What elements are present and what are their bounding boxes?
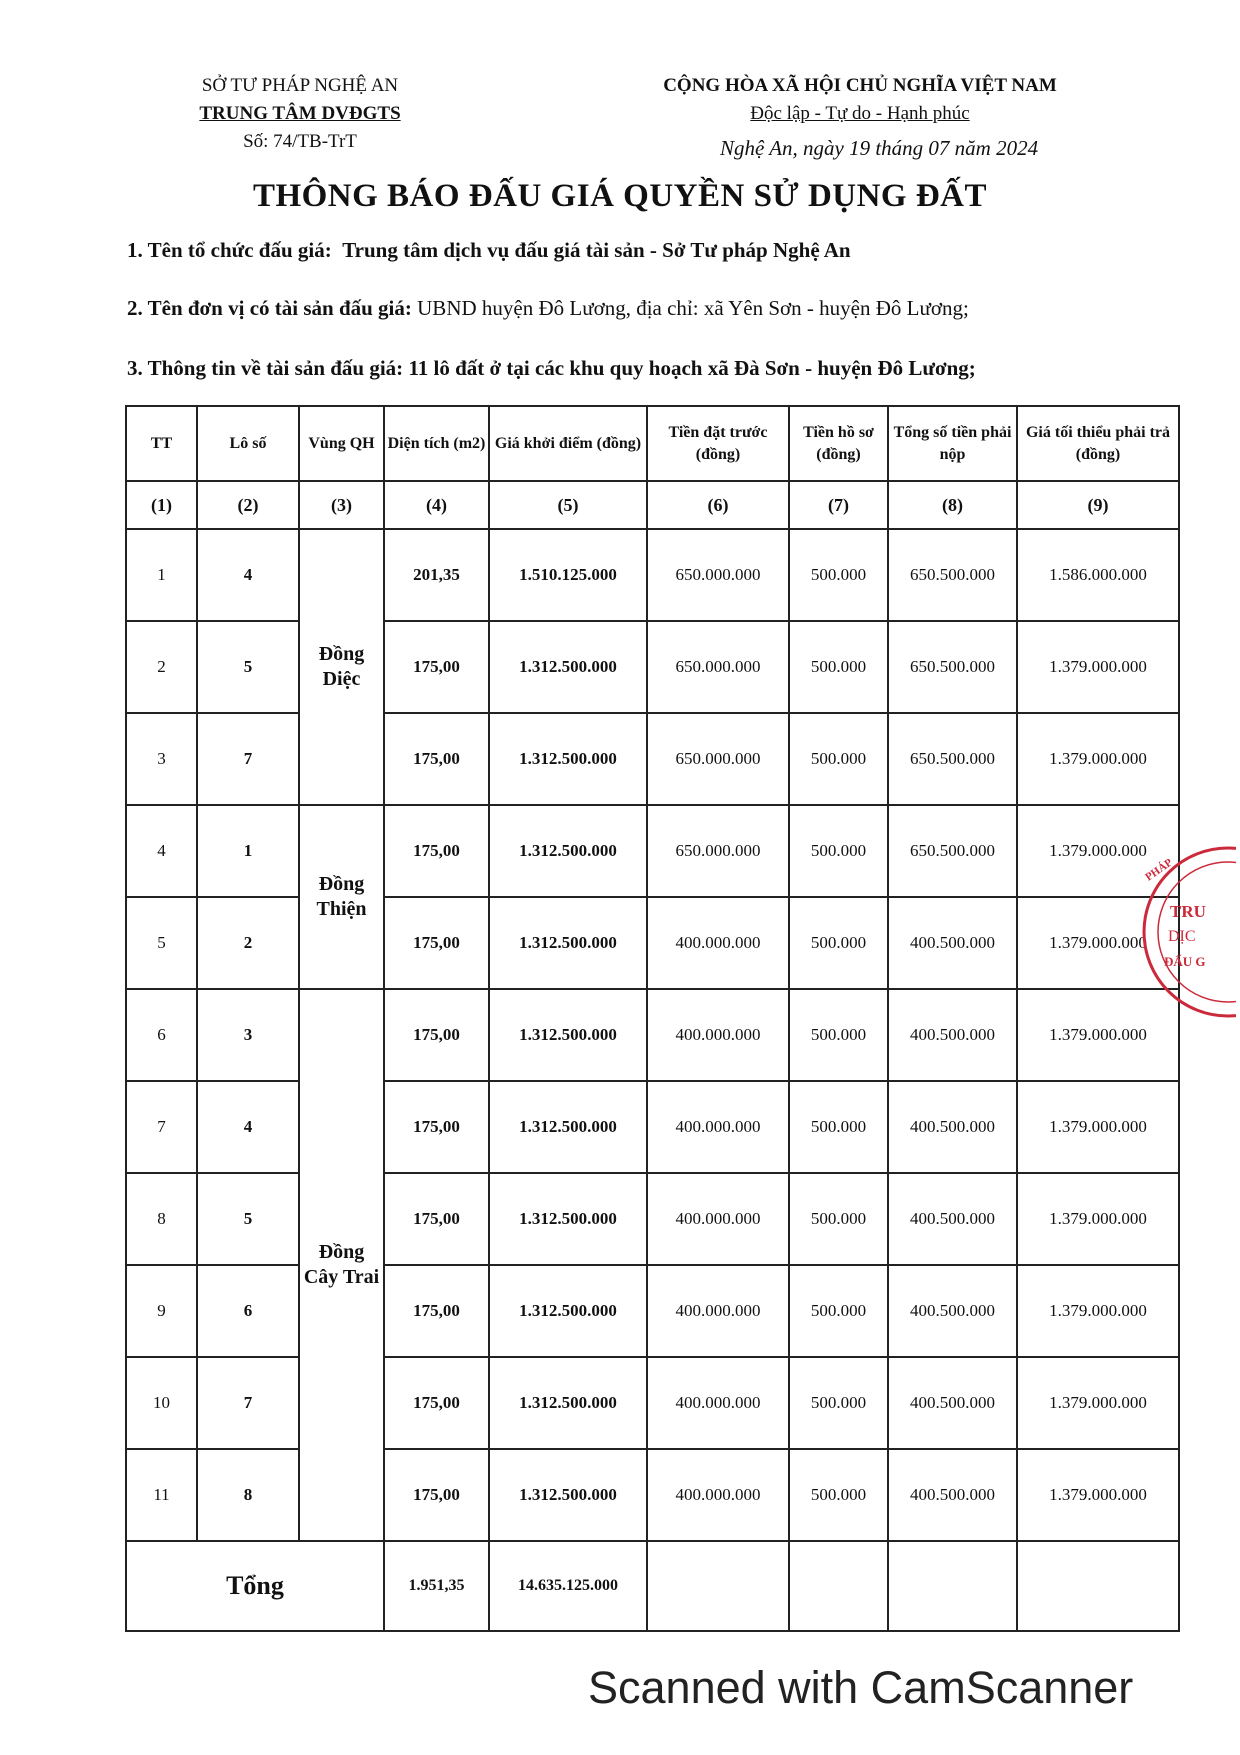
national-header: [560, 72, 1160, 128]
cell-min-price: 1.586.000.000: [1017, 529, 1179, 621]
column-number: (5): [489, 481, 647, 529]
cell-fee: 500.000: [789, 621, 888, 713]
auction-table: [125, 405, 1180, 1632]
country-name: CỘNG HÒA XÃ HỘI CHỦ NGHĨA VIỆT NAM: [663, 75, 1057, 96]
table-row: [126, 1357, 1179, 1449]
cell-deposit: 650.000.000: [647, 621, 789, 713]
cell-start-price: 1.312.500.000: [489, 621, 647, 713]
cell-deposit: 650.000.000: [647, 805, 789, 897]
info-item-1: 1. Tên tổ chức đấu giá: Trung tâm dịch vụ đấu giá tài sản - Sở Tư pháp Nghệ An: [127, 238, 851, 262]
cell-area: 175,00: [384, 1265, 489, 1357]
table-row: [126, 1449, 1179, 1541]
total-empty-cell: [1017, 1541, 1179, 1631]
column-number: (8): [888, 481, 1017, 529]
cell-area: 175,00: [384, 1081, 489, 1173]
info-item-3: 3. Thông tin về tài sản đấu giá: 11 lô đất ở tại các khu quy hoạch xã Đà Sơn - huyện Đô Lương;: [127, 356, 976, 380]
cell-total: 400.500.000: [888, 1081, 1017, 1173]
cell-total: 400.500.000: [888, 1173, 1017, 1265]
cell-start-price: 1.312.500.000: [489, 989, 647, 1081]
total-label: Tổng: [126, 1541, 384, 1631]
cell-min-price: 1.379.000.000: [1017, 1449, 1179, 1541]
cell-fee: 500.000: [789, 1081, 888, 1173]
cell-total: 650.500.000: [888, 621, 1017, 713]
cell-tt: 11: [126, 1449, 197, 1541]
header-cell: Tiền hồ sơ (đồng): [789, 406, 888, 481]
cell-min-price: 1.379.000.000: [1017, 1357, 1179, 1449]
cell-fee: 500.000: [789, 1357, 888, 1449]
cell-tt: 10: [126, 1357, 197, 1449]
cell-deposit: 400.000.000: [647, 1173, 789, 1265]
issuer-block: [150, 72, 450, 156]
seal-text-0: PHÁP: [1143, 856, 1175, 884]
cell-area: 175,00: [384, 1173, 489, 1265]
zone-dong-diec: Đồng Diệc: [299, 529, 384, 805]
total-start-price: 14.635.125.000: [489, 1541, 647, 1631]
header-cell: Giá tối thiểu phải trả (đồng): [1017, 406, 1179, 481]
cell-deposit: 400.000.000: [647, 1081, 789, 1173]
cell-start-price: 1.510.125.000: [489, 529, 647, 621]
cell-start-price: 1.312.500.000: [489, 1449, 647, 1541]
table-row: [126, 805, 1179, 897]
cell-min-price: 1.379.000.000: [1017, 713, 1179, 805]
zone-dong-cay-trai: Đồng Cây Trai: [299, 989, 384, 1541]
cell-area: 201,35: [384, 529, 489, 621]
cell-fee: 500.000: [789, 805, 888, 897]
cell-tt: 1: [126, 529, 197, 621]
cell-fee: 500.000: [789, 989, 888, 1081]
cell-deposit: 400.000.000: [647, 989, 789, 1081]
cell-start-price: 1.312.500.000: [489, 1265, 647, 1357]
total-empty-cell: [647, 1541, 789, 1631]
cell-total: 400.500.000: [888, 1449, 1017, 1541]
column-number: (6): [647, 481, 789, 529]
header-cell: Vùng QH: [299, 406, 384, 481]
document-date: Nghệ An, ngày 19 tháng 07 năm 2024: [720, 136, 1039, 160]
cell-deposit: 400.000.000: [647, 897, 789, 989]
cell-min-price: 1.379.000.000: [1017, 621, 1179, 713]
cell-deposit: 400.000.000: [647, 1357, 789, 1449]
issuer-department: SỞ TƯ PHÁP NGHỆ AN: [201, 75, 399, 96]
cell-total: 400.500.000: [888, 1265, 1017, 1357]
cell-start-price: 1.312.500.000: [489, 713, 647, 805]
cell-area: 175,00: [384, 1357, 489, 1449]
cell-fee: 500.000: [789, 1173, 888, 1265]
cell-fee: 500.000: [789, 1449, 888, 1541]
table-row: [126, 713, 1179, 805]
cell-min-price: 1.379.000.000: [1017, 1081, 1179, 1173]
cell-tt: 5: [126, 897, 197, 989]
cell-area: 175,00: [384, 897, 489, 989]
cell-lot: 4: [197, 1081, 299, 1173]
cell-tt: 6: [126, 989, 197, 1081]
column-number: (1): [126, 481, 197, 529]
scanner-watermark: Scanned with CamScanner: [588, 1662, 1134, 1713]
total-area: 1.951,35: [384, 1541, 489, 1631]
national-motto: Độc lập - Tự do - Hạnh phúc: [750, 103, 970, 124]
cell-lot: 2: [197, 897, 299, 989]
cell-deposit: 400.000.000: [647, 1449, 789, 1541]
table-row: [126, 621, 1179, 713]
total-empty-cell: [888, 1541, 1017, 1631]
document-title: THÔNG BÁO ĐẤU GIÁ QUYỀN SỬ DỤNG ĐẤT: [252, 178, 988, 214]
cell-lot: 8: [197, 1449, 299, 1541]
cell-area: 175,00: [384, 805, 489, 897]
cell-deposit: 650.000.000: [647, 529, 789, 621]
column-number: (7): [789, 481, 888, 529]
zone-dong-thien: Đồng Thiện: [299, 805, 384, 989]
cell-area: 175,00: [384, 989, 489, 1081]
cell-lot: 6: [197, 1265, 299, 1357]
cell-area: 175,00: [384, 713, 489, 805]
cell-min-price: 1.379.000.000: [1017, 989, 1179, 1081]
cell-min-price: 1.379.000.000: [1017, 1173, 1179, 1265]
cell-lot: 5: [197, 621, 299, 713]
header-cell: Giá khởi điểm (đồng): [489, 406, 647, 481]
cell-min-price: 1.379.000.000: [1017, 1265, 1179, 1357]
cell-total: 400.500.000: [888, 897, 1017, 989]
cell-lot: 7: [197, 1357, 299, 1449]
cell-lot: 1: [197, 805, 299, 897]
table-row: [126, 1081, 1179, 1173]
table-row: [126, 529, 1179, 621]
document-number: Số: 74/TB-TrT: [243, 131, 357, 152]
column-number-row: [126, 481, 1179, 529]
cell-lot: 3: [197, 989, 299, 1081]
cell-area: 175,00: [384, 1449, 489, 1541]
cell-lot: 7: [197, 713, 299, 805]
cell-lot: 5: [197, 1173, 299, 1265]
cell-start-price: 1.312.500.000: [489, 805, 647, 897]
cell-total: 400.500.000: [888, 989, 1017, 1081]
cell-total: 650.500.000: [888, 529, 1017, 621]
cell-lot: 4: [197, 529, 299, 621]
total-row: [126, 1541, 1179, 1631]
table-row: [126, 897, 1179, 989]
info-item-2: 2. Tên đơn vị có tài sản đấu giá: UBND huyện Đô Lương, địa chỉ: xã Yên Sơn - huyện Đô Lương;: [127, 296, 969, 320]
official-seal: [1118, 842, 1236, 1022]
cell-total: 650.500.000: [888, 713, 1017, 805]
cell-area: 175,00: [384, 621, 489, 713]
cell-fee: 500.000: [789, 897, 888, 989]
total-empty-cell: [789, 1541, 888, 1631]
cell-total: 650.500.000: [888, 805, 1017, 897]
table-row: [126, 989, 1179, 1081]
column-number: (2): [197, 481, 299, 529]
seal-text-3: ĐẤU G: [1164, 954, 1206, 969]
cell-fee: 500.000: [789, 713, 888, 805]
cell-fee: 500.000: [789, 529, 888, 621]
table-row: [126, 1265, 1179, 1357]
column-number: (4): [384, 481, 489, 529]
seal-text-1: TRU: [1170, 902, 1206, 921]
cell-tt: 4: [126, 805, 197, 897]
header-cell: Diện tích (m2): [384, 406, 489, 481]
cell-fee: 500.000: [789, 1265, 888, 1357]
cell-tt: 2: [126, 621, 197, 713]
header-cell: Tiền đặt trước (đồng): [647, 406, 789, 481]
cell-total: 400.500.000: [888, 1357, 1017, 1449]
header-cell: TT: [126, 406, 197, 481]
seal-text-2: DỊC: [1168, 928, 1196, 945]
header-cell: Tổng số tiền phải nộp: [888, 406, 1017, 481]
cell-tt: 9: [126, 1265, 197, 1357]
column-number: (3): [299, 481, 384, 529]
cell-tt: 7: [126, 1081, 197, 1173]
header-cell: Lô số: [197, 406, 299, 481]
issuer-center: TRUNG TÂM DVĐGTS: [199, 103, 401, 124]
cell-start-price: 1.312.500.000: [489, 897, 647, 989]
table-row: [126, 1173, 1179, 1265]
cell-start-price: 1.312.500.000: [489, 1173, 647, 1265]
cell-start-price: 1.312.500.000: [489, 1357, 647, 1449]
table-header-row: [126, 406, 1179, 481]
cell-tt: 3: [126, 713, 197, 805]
cell-deposit: 650.000.000: [647, 713, 789, 805]
cell-min-price: 1.379.000.000: [1017, 805, 1179, 897]
cell-deposit: 400.000.000: [647, 1265, 789, 1357]
cell-start-price: 1.312.500.000: [489, 1081, 647, 1173]
cell-tt: 8: [126, 1173, 197, 1265]
cell-min-price: 1.379.000.000: [1017, 897, 1179, 989]
column-number: (9): [1017, 481, 1179, 529]
